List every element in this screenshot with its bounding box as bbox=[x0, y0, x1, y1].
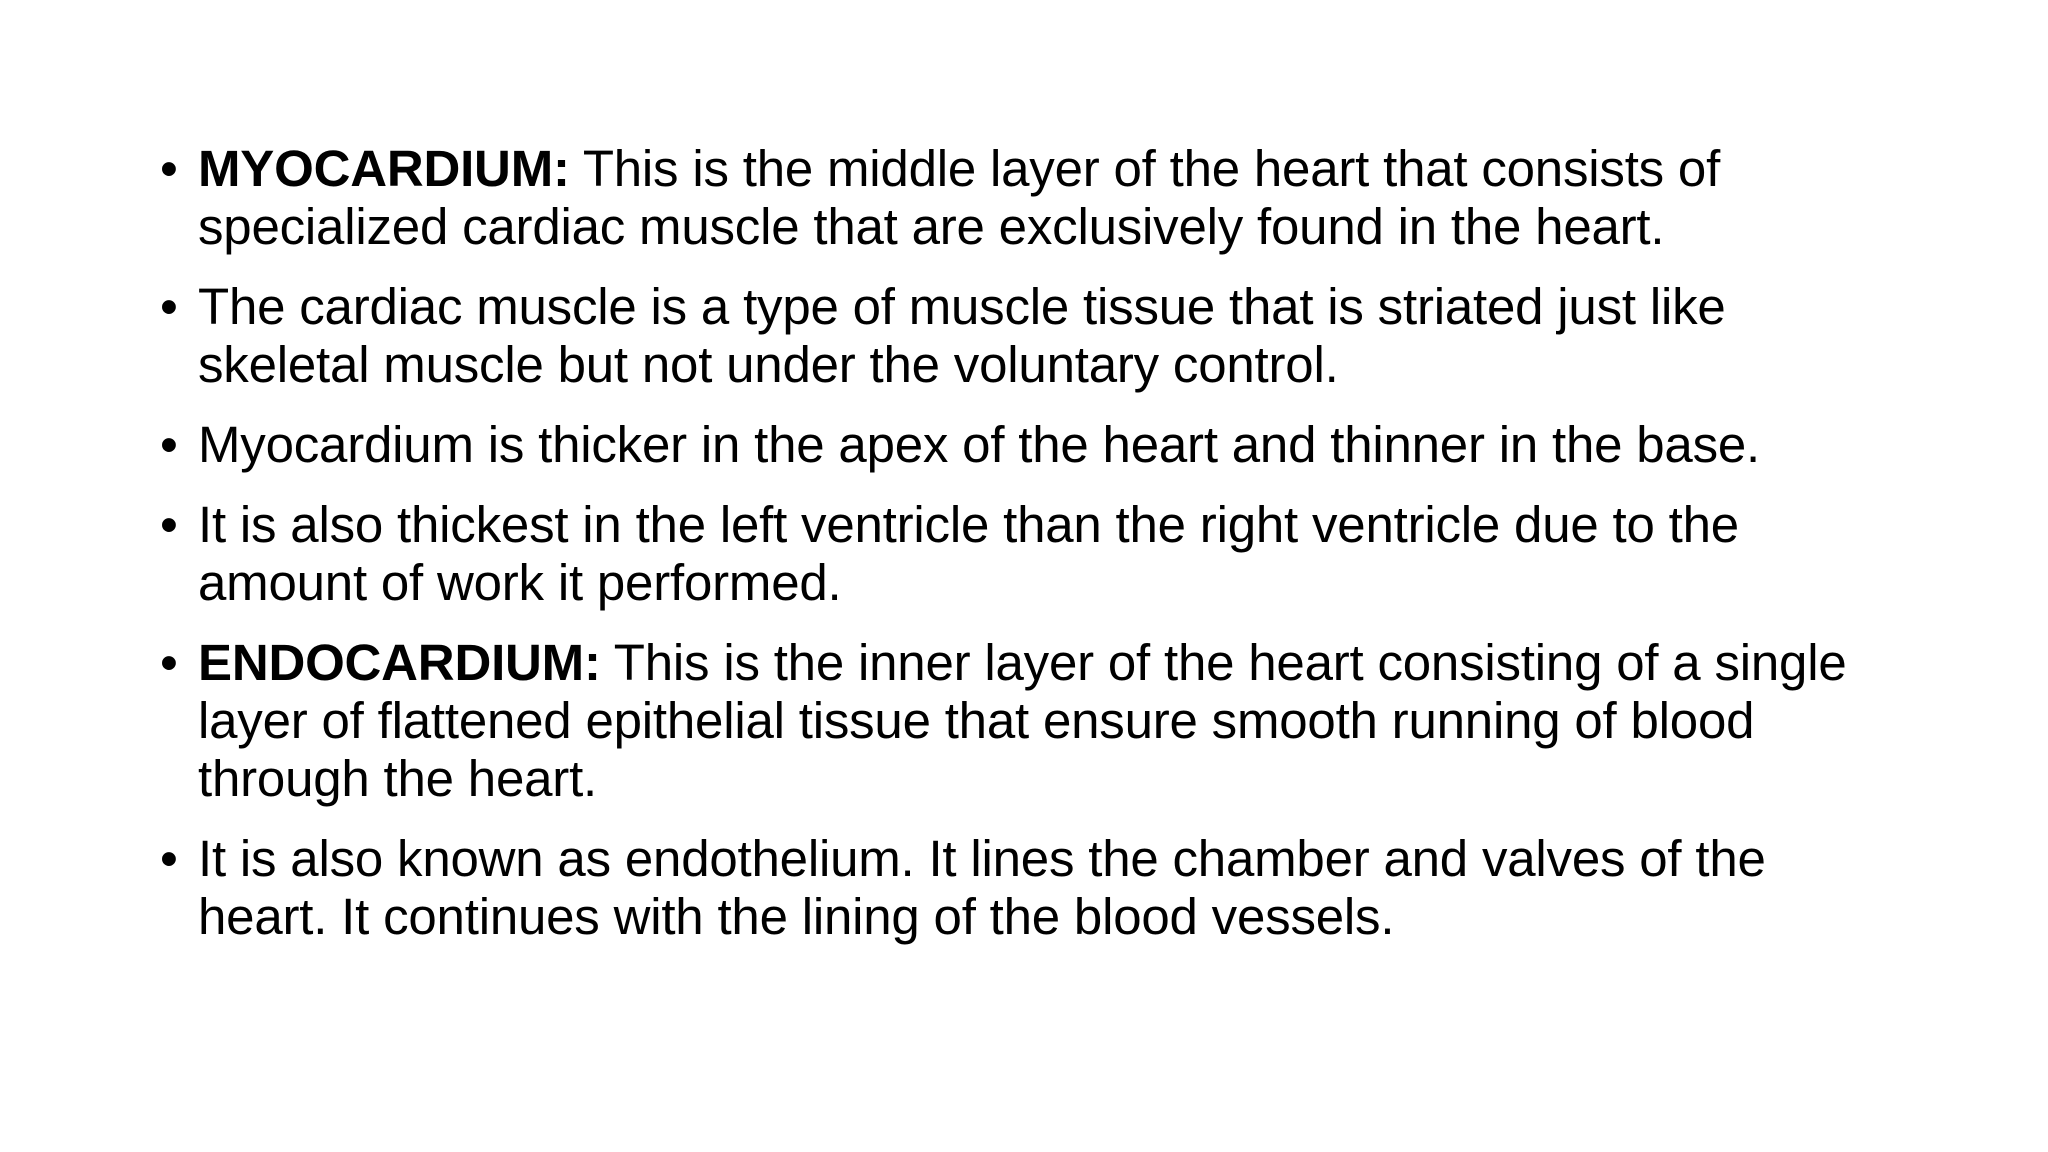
bullet-dot: • bbox=[160, 496, 178, 553]
bullet-item bbox=[160, 278, 1900, 394]
bullet-dot: • bbox=[160, 634, 178, 691]
bullet-item bbox=[160, 496, 1900, 612]
bullet-text: It is also known as endothelium. It lines the chamber and valves of the heart. It continues with the lining of the blood vessels. bbox=[198, 830, 1766, 945]
bullet-list bbox=[160, 140, 1900, 968]
bullet-text: Myocardium is thicker in the apex of the heart and thinner in the base. bbox=[198, 416, 1761, 473]
bullet-text: This is the inner layer of the heart consisting of a single layer of flattened epithelial tissue that ensure smooth running of blood through the heart. bbox=[198, 634, 1847, 807]
bullet-item bbox=[160, 830, 1900, 946]
bullet-heading: MYOCARDIUM: bbox=[198, 140, 570, 197]
bullet-dot: • bbox=[160, 830, 178, 887]
bullet-heading: ENDOCARDIUM: bbox=[198, 634, 601, 691]
bullet-dot: • bbox=[160, 416, 178, 473]
bullet-dot: • bbox=[160, 140, 178, 197]
bullet-text: It is also thickest in the left ventricle than the right ventricle due to the amount of work it performed. bbox=[198, 496, 1739, 611]
bullet-text: This is the middle layer of the heart that consists of specialized cardiac muscle that are exclusively found in the heart. bbox=[198, 140, 1721, 255]
bullet-item bbox=[160, 634, 1900, 808]
bullet-item bbox=[160, 416, 1900, 474]
bullet-text: The cardiac muscle is a type of muscle tissue that is striated just like skeletal muscle but not under the voluntary control. bbox=[198, 278, 1726, 393]
bullet-item bbox=[160, 140, 1900, 256]
bullet-dot: • bbox=[160, 278, 178, 335]
